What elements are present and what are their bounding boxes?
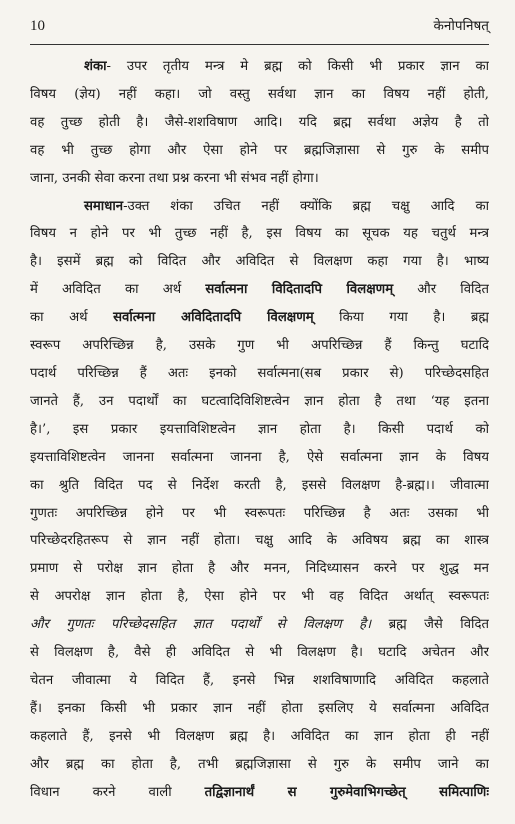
text-segment: का अर्थ (30, 310, 114, 326)
text-segment: गुणतः अपरिच्छिन्न होने पर भी स्वरूपतः परिच्छिन्न है अतः उसका भी (30, 505, 489, 521)
text-line (30, 304, 489, 332)
text-segment: प्रमाण से परोक्ष ज्ञान होता है और मनन, निदिध्यासन करने पर शुद्ध मन (30, 561, 489, 577)
italic-text: और गुणतः परिच्छेदसहित ज्ञात पदार्थों से विलक्षण है। (30, 617, 372, 633)
text-line (30, 53, 489, 81)
text-line (30, 500, 489, 528)
text-line (30, 583, 489, 611)
text-line (30, 667, 489, 695)
text-segment: किया गया है। ब्रह्म (313, 310, 489, 326)
bold-text: तद्विज्ञानार्थं स गुरुमेवाभिगच्छेत् समित्पाणिः (204, 784, 489, 800)
text-segment: ब्रह्म जैसे विदित (371, 617, 489, 633)
text-segment: कहलाते हैं, इनसे भी विलक्षण ब्रह्म है। अविदित का ज्ञान होता ही नहीं (30, 728, 489, 744)
text-segment: -उक्त शंका उचित नहीं क्योंकि ब्रह्म चक्षु आदि का (123, 198, 489, 214)
text-line (30, 248, 489, 276)
text-segment: है। इसमें ब्रह्म को विदित और अविदित से विलक्षण कहा गया है। भाष्य (30, 254, 489, 270)
text-segment: जानते हैं, उन पदार्थों का घटत्वादिविशिष्टत्वेन ज्ञान होता है तथा ‘यह इतना (30, 393, 489, 409)
text-segment: हैं। इनका किसी भी प्रकार ज्ञान नहीं होता इसलिए ये सर्वात्मना अविदित (30, 700, 489, 716)
text-segment: पदार्थ परिच्छिन्न हैं अतः इनको सर्वात्मना(सब प्रकार से) परिच्छेदसहित (30, 365, 489, 381)
text-segment: चेतन जीवात्मा ये विदित हैं, इनसे भिन्न शशविषाणादि अविदित कहलाते (30, 672, 489, 688)
text-segment: परिच्छेदरहितरूप से ज्ञान नहीं होता। चक्षु आदि के अविषय ब्रह्म का शास्त्र (30, 533, 489, 549)
text-line (30, 360, 489, 388)
text-line (30, 388, 489, 416)
text-segment: स्वरूप अपरिच्छिन्न है, उसके गुण भी अपरिच्छिन्न हैं किन्तु घटादि (30, 338, 489, 354)
body-text (30, 53, 489, 806)
text-segment: से विलक्षण है, वैसे ही अविदित से भी विलक्षण है। घटादि अचेतन और (30, 645, 489, 661)
text-line (30, 81, 489, 109)
bold-text: शंका (84, 59, 107, 74)
text-line (30, 639, 489, 667)
bold-text: समाधान (84, 198, 124, 214)
text-line (30, 276, 489, 304)
text-segment: विधान करने वाली (30, 784, 205, 800)
text-segment: जाना, उनकी सेवा करना तथा प्रश्न करना भी संभव नहीं होगा। (30, 170, 319, 186)
page-header (30, 16, 489, 44)
page-number: 10 (30, 18, 45, 34)
text-segment: से अपरोक्ष ज्ञान होता है, ऐसा होने पर भी वह विदित अर्थात् स्वरूपतः (30, 589, 489, 605)
text-line (30, 109, 489, 137)
text-segment: का श्रुति विदित पद से निर्देश करती है, इससे विलक्षण है-ब्रह्म।। जीवात्मा (30, 477, 489, 493)
text-line (30, 472, 489, 500)
text-line (30, 416, 489, 444)
text-line (30, 779, 489, 807)
header-rule (30, 44, 489, 45)
bold-text: सर्वात्मना अविदितादपि विलक्षणम् (113, 310, 314, 326)
text-segment: वह तुच्छ होती है। जैसे-शशविषाण आदि। यदि ब्रह्म सर्वथा अज्ञेय है तो (30, 114, 489, 130)
text-line (30, 165, 489, 193)
text-segment: विषय न होने पर भी तुच्छ नहीं है, इस विषय का सूचक यह चतुर्थ मन्त्र (30, 226, 489, 242)
text-line (30, 695, 489, 723)
text-segment: और ब्रह्म का होता है, तभी ब्रह्मजिज्ञासा से गुरु के समीप जाने का (30, 756, 489, 772)
text-line (30, 555, 489, 583)
running-title: केनोपनिषत् (433, 18, 489, 34)
text-line (30, 527, 489, 555)
text-line (30, 751, 489, 779)
text-line (30, 723, 489, 751)
text-line (30, 332, 489, 360)
text-segment: वह भी तुच्छ होगा और ऐसा होने पर ब्रह्मजिज्ञासा से गुरु के समीप (30, 142, 489, 158)
text-line (30, 220, 489, 248)
text-segment: है।’, इस प्रकार इयत्ताविशिष्टत्वेन ज्ञान होता है। किसी पदार्थ को (30, 421, 489, 437)
text-segment: इयत्ताविशिष्टत्वेन जानना सर्वात्मना जानना है, ऐसे सर्वात्मना ज्ञान के विषय (30, 449, 489, 465)
text-line (30, 444, 489, 472)
text-segment: और विदित (393, 282, 489, 298)
text-line (30, 137, 489, 165)
text-segment: विषय (ज्ञेय) नहीं कहा। जो वस्तु सर्वथा ज्ञान का विषय नहीं होती, (30, 86, 489, 102)
text-segment: - उपर तृतीय मन्त्र मे ब्रह्म को किसी भी प्रकार ज्ञान का (106, 59, 489, 74)
text-line (30, 611, 489, 639)
bold-text: सर्वात्मना विदितादपि विलक्षणम् (205, 282, 394, 298)
text-segment: में अविदित का अर्थ (30, 282, 206, 298)
text-line (30, 193, 489, 221)
